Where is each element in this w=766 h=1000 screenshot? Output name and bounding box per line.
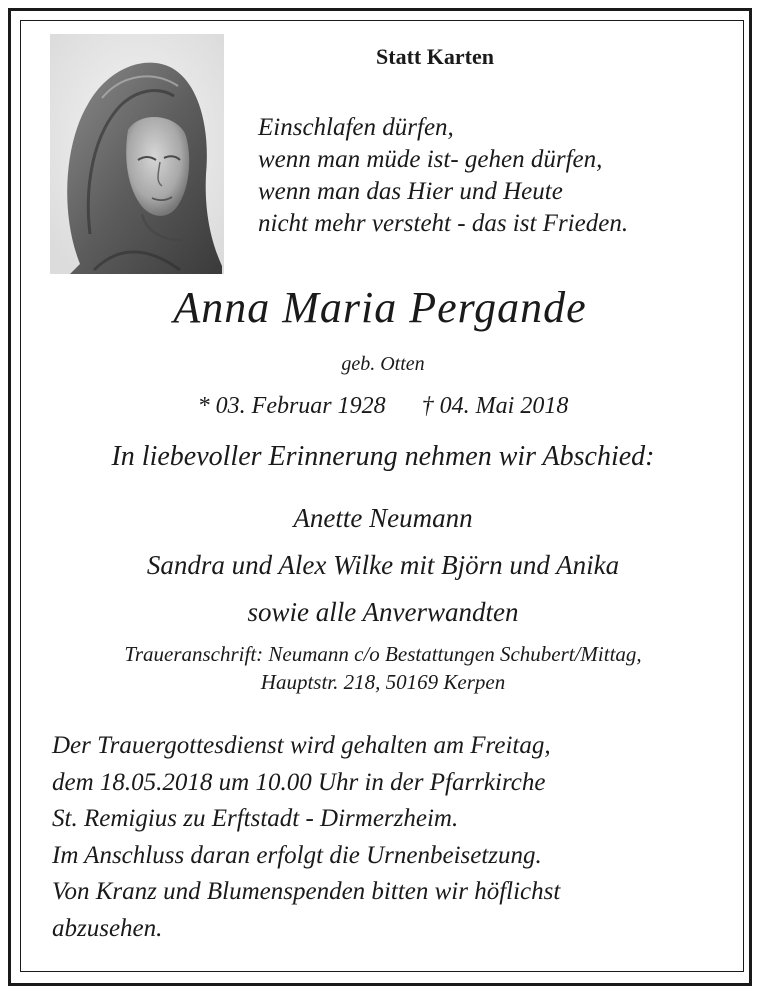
heading-statt-karten: Statt Karten	[376, 44, 494, 69]
mourners-list	[0, 495, 766, 636]
poem	[258, 112, 728, 240]
poem-line: nicht mehr versteht - das ist Frieden.	[258, 210, 629, 237]
service-line: dem 18.05.2018 um 10.00 Uhr in der Pfarrkirche	[52, 768, 546, 796]
mourner-line: Sandra und Alex Wilke mit Björn und Anika	[146, 550, 620, 580]
mourning-address	[0, 640, 766, 696]
service-line: Der Trauergottesdienst wird gehalten am Freitag,	[52, 732, 551, 759]
maiden-name: geb. Otten	[341, 353, 425, 375]
service-details	[52, 728, 742, 947]
mourner-line: Anette Neumann	[293, 503, 473, 533]
service-line: abzusehen.	[52, 914, 163, 942]
service-line: St. Remigius zu Erftstadt - Dirmerzheim.	[52, 805, 459, 832]
poem-line: wenn man das Hier und Heute	[258, 178, 563, 205]
deceased-name: Anna Maria Pergande	[173, 283, 587, 332]
birth-date: * 03. Februar 1928	[197, 393, 386, 419]
mourner-line: sowie alle Anverwandten	[247, 597, 519, 627]
poem-line: Einschlafen dürfen,	[258, 114, 454, 141]
service-line: Von Kranz und Blumenspenden bitten wir höflichst	[52, 878, 561, 905]
poem-line: wenn man müde ist- gehen dürfen,	[258, 146, 603, 173]
madonna-portrait-image	[50, 34, 224, 274]
life-dates	[0, 393, 766, 420]
farewell-line: In liebevoller Erinnerung nehmen wir Abschied:	[111, 441, 655, 472]
service-line: Im Anschluss daran erfolgt die Urnenbeisetzung.	[52, 841, 542, 869]
address-line: Traueranschrift: Neumann c/o Bestattungen Schubert/Mittag,	[124, 642, 642, 666]
death-date: † 04. Mai 2018	[421, 393, 569, 419]
address-line: Hauptstr. 218, 50169 Kerpen	[260, 670, 506, 694]
